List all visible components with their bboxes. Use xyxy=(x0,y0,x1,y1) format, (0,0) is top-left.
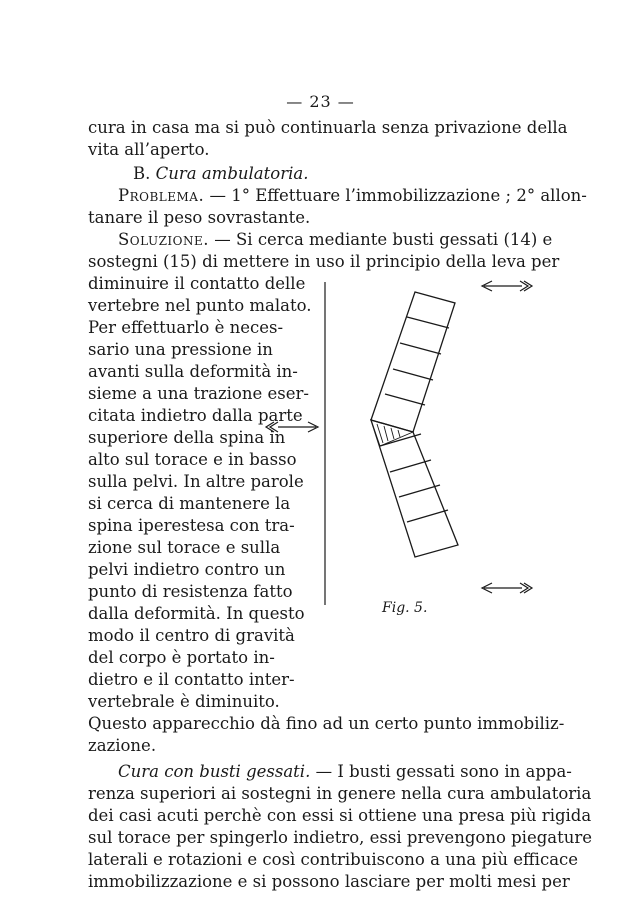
text-line: immobilizzazione e si possono lasciare per molti mesi per xyxy=(88,872,570,891)
text-line: tanare il peso sovrastante. xyxy=(88,208,311,227)
text-line: diminuire il contatto delle xyxy=(88,274,306,293)
text-line: alto sul torace e in basso xyxy=(88,450,297,469)
solution-label: Soluzione. xyxy=(118,230,209,249)
text-line: modo il centro di gravità xyxy=(88,626,295,645)
arrow-left-lower xyxy=(482,583,532,593)
text-line: del corpo è portato in- xyxy=(88,648,275,667)
text-line: dalla deformità. In questo xyxy=(88,604,305,623)
text-line: vertebrale è diminuito. xyxy=(88,692,280,711)
text-line: punto di resistenza fatto xyxy=(88,582,293,601)
text-line: laterali e rotazioni e così contribuiscono a una più efficace xyxy=(88,850,579,869)
paragraph-title: Cura con busti gessati. xyxy=(118,762,311,781)
arrow-left-upper xyxy=(482,281,532,291)
text-line: sario una pressione in xyxy=(88,340,273,359)
text-line: zione sul torace e sulla xyxy=(88,538,281,557)
text-line: vertebre nel punto malato. xyxy=(88,296,312,315)
problem-text: — 1° Effettuare l’immobilizzazione ; 2° allon- xyxy=(204,186,587,205)
lower-vertebral-column xyxy=(371,420,458,557)
figure-caption: Fig. 5. xyxy=(382,600,428,616)
problem-label: Problema. xyxy=(118,186,205,205)
text-line: renza superiori ai sostegni in genere nella cura ambulatoria xyxy=(88,784,592,803)
text-line: pelvi indietro contro un xyxy=(88,560,286,579)
text-line: Per effettuarlo è neces- xyxy=(88,318,284,337)
text-line: sieme a una trazione eser- xyxy=(88,384,309,403)
upper-vertebral-column xyxy=(371,292,455,432)
text-line: cura in casa ma si può continuarla senza privazione della xyxy=(88,118,568,137)
solution-text: — Si cerca mediante busti gessati (14) e xyxy=(209,230,553,249)
text-line: citata indietro dalla parte xyxy=(88,406,303,425)
page-number: — 23 — xyxy=(286,92,355,111)
text-line: dietro e il contatto inter- xyxy=(88,670,295,689)
text-line: dei casi acuti perchè con essi si ottiene una presa più rigida xyxy=(88,806,592,825)
text-line: sul torace per spingerlo indietro, essi prevengono piegature xyxy=(88,828,593,847)
arrow-right-middle xyxy=(266,422,318,432)
text-line: sulla pelvi. In altre parole xyxy=(88,472,304,491)
text-line: si cerca di mantenere la xyxy=(88,494,291,513)
section-letter: B. xyxy=(133,164,156,183)
text-line: vita all’aperto. xyxy=(88,140,210,159)
text-line: Questo apparecchio dà fino ad un certo punto immobiliz- xyxy=(88,714,565,733)
text-line: spina iperestesa con tra- xyxy=(88,516,295,535)
text-line: avanti sulla deformità in- xyxy=(88,362,298,381)
section-title: Cura ambulatoria. xyxy=(155,164,309,183)
text-line: sostegni (15) di mettere in uso il principio della leva per xyxy=(88,252,560,271)
text-line: superiore della spina in xyxy=(88,428,286,447)
text-line: zazione. xyxy=(88,736,157,755)
paragraph-text: — I busti gessati sono in appa- xyxy=(310,762,572,781)
